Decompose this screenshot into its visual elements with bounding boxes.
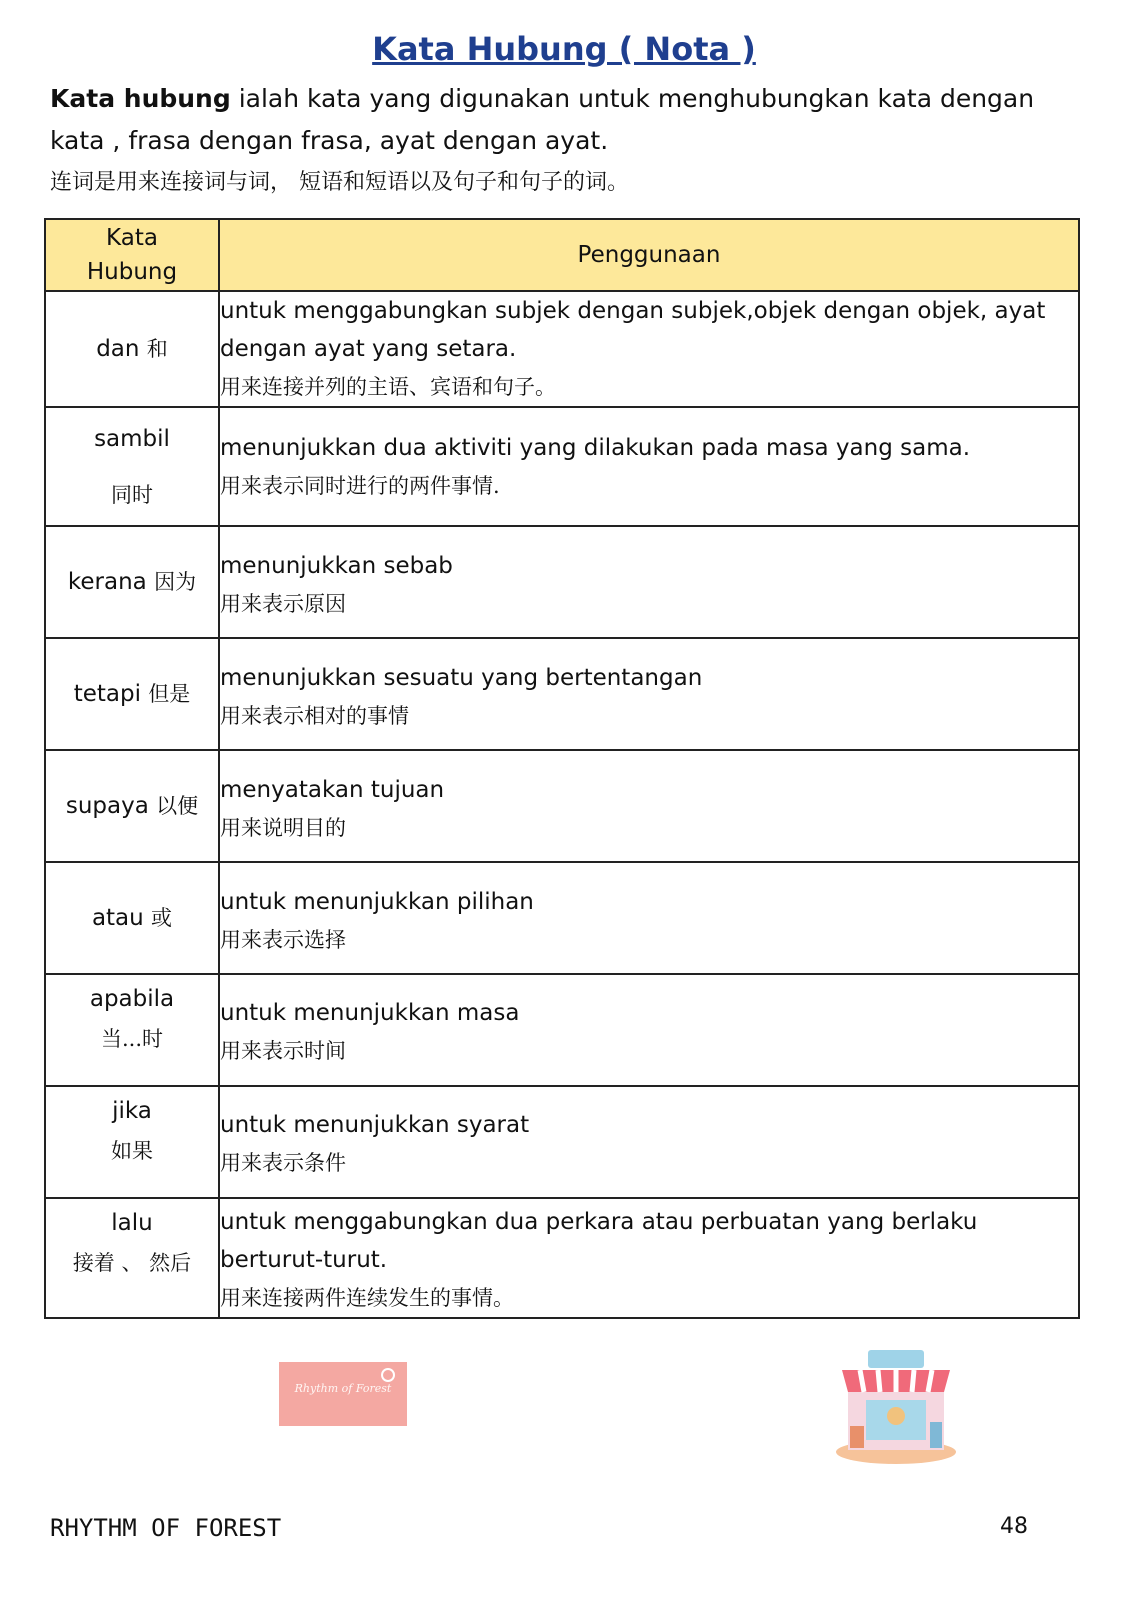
- term-chinese: 接着 、 然后: [72, 1251, 192, 1275]
- shopkeeper: [887, 1407, 905, 1425]
- intro-chinese: 连词是用来连接词与词， 短语和短语以及句子和句子的词。: [50, 170, 629, 195]
- usage: untuk menggabungkan subjek dengan subjek,objek dengan objek, ayat dengan ayat yang setara.: [220, 298, 1046, 362]
- usage-chinese: 用来表示时间: [220, 1039, 346, 1063]
- intro-paragraph: [50, 78, 1080, 162]
- term-cell: [45, 1086, 219, 1198]
- table-row: [45, 407, 1079, 526]
- shop-door: [930, 1422, 942, 1448]
- term-cell: [45, 638, 219, 750]
- page-number: 48: [1000, 1514, 1028, 1539]
- term-chinese: 同时: [111, 482, 153, 507]
- shop-crate: [850, 1426, 864, 1448]
- term-cell: [45, 1198, 219, 1318]
- usage-cell: [219, 1198, 1079, 1318]
- term-chinese: 因为: [154, 570, 197, 594]
- term-cell: [45, 974, 219, 1086]
- usage: untuk menunjukkan pilihan: [220, 889, 534, 915]
- term-cell: [45, 862, 219, 974]
- term-chinese: 以便: [156, 794, 199, 818]
- usage: menunjukkan dua aktiviti yang dilakukan pada masa yang sama.: [220, 434, 971, 461]
- table-row: [45, 862, 1079, 974]
- header-col1-line1: Kata: [106, 225, 158, 251]
- term-chinese: 当...时: [100, 1027, 164, 1051]
- term-cell: [45, 750, 219, 862]
- term: lalu: [111, 1210, 153, 1236]
- table-row: [45, 526, 1079, 638]
- term-cell: [45, 291, 219, 407]
- header-penggunaan: Penggunaan: [219, 219, 1079, 291]
- table-header-row: [45, 219, 1079, 291]
- term: apabila: [89, 986, 175, 1012]
- table-row: [45, 638, 1079, 750]
- term-cell: [45, 407, 219, 526]
- table-row: [45, 291, 1079, 407]
- usage-cell: [219, 750, 1079, 862]
- term-chinese: 如果: [111, 1139, 153, 1163]
- usage-cell: [219, 526, 1079, 638]
- page-title: Kata Hubung ( Nota ): [372, 30, 756, 68]
- term: atau: [91, 905, 144, 931]
- table-row: [45, 974, 1079, 1086]
- usage: untuk menggabungkan dua perkara atau perbuatan yang berlaku berturut-turut.: [220, 1209, 978, 1273]
- usage-cell: [219, 1086, 1079, 1198]
- term: jika: [112, 1098, 152, 1124]
- usage-cell: [219, 407, 1079, 526]
- usage: menunjukkan sesuatu yang bertentangan: [220, 665, 703, 691]
- header-kata-hubung: [45, 219, 219, 291]
- usage-chinese: 用来说明目的: [220, 816, 346, 840]
- header-col1-line2: Hubung: [86, 259, 178, 285]
- term: sambil: [94, 425, 170, 452]
- term: dan: [96, 336, 140, 362]
- usage: menyatakan tujuan: [220, 777, 445, 803]
- term-cell: [45, 526, 219, 638]
- usage-chinese: 用来表示相对的事情: [220, 704, 409, 728]
- table-row: [45, 1086, 1079, 1198]
- logo-ring-icon: [381, 1368, 395, 1382]
- term: supaya: [65, 793, 149, 819]
- usage-cell: [219, 291, 1079, 407]
- term: kerana: [67, 569, 147, 595]
- usage: menunjukkan sebab: [220, 553, 453, 579]
- usage-chinese: 用来表示选择: [220, 928, 346, 952]
- usage-chinese: 用来连接并列的主语、宾语和句子。: [220, 375, 556, 399]
- intro-bold-term: Kata hubung: [50, 84, 231, 113]
- usage-chinese: 用来表示同时进行的两件事情.: [220, 473, 500, 498]
- usage-cell: [219, 974, 1079, 1086]
- usage-cell: [219, 862, 1079, 974]
- shop-illustration-icon: [826, 1330, 966, 1470]
- logo-script-text: Rhythm of Forest: [294, 1382, 392, 1395]
- term: tetapi: [73, 681, 141, 707]
- usage-chinese: 用来表示条件: [220, 1151, 346, 1175]
- term-chinese: 但是: [148, 682, 191, 706]
- shop-sign: [868, 1350, 924, 1368]
- usage-chinese: 用来表示原因: [220, 592, 346, 616]
- term-chinese: 和: [146, 337, 168, 361]
- usage: untuk menunjukkan syarat: [220, 1112, 530, 1138]
- usage-cell: [219, 638, 1079, 750]
- usage: untuk menunjukkan masa: [220, 1000, 520, 1026]
- table-row: [45, 1198, 1079, 1318]
- term-chinese: 或: [151, 906, 173, 930]
- intro-text: ialah kata yang digunakan untuk menghubungkan kata dengan kata , frasa dengan frasa, ayat dengan ayat.: [50, 84, 1035, 155]
- rhythm-of-forest-logo: [279, 1362, 407, 1426]
- conjunction-table: [44, 218, 1080, 1319]
- footer-brand: RHYTHM OF FOREST: [50, 1514, 282, 1542]
- table-row: [45, 750, 1079, 862]
- usage-chinese: 用来连接两件连续发生的事情。: [220, 1286, 514, 1310]
